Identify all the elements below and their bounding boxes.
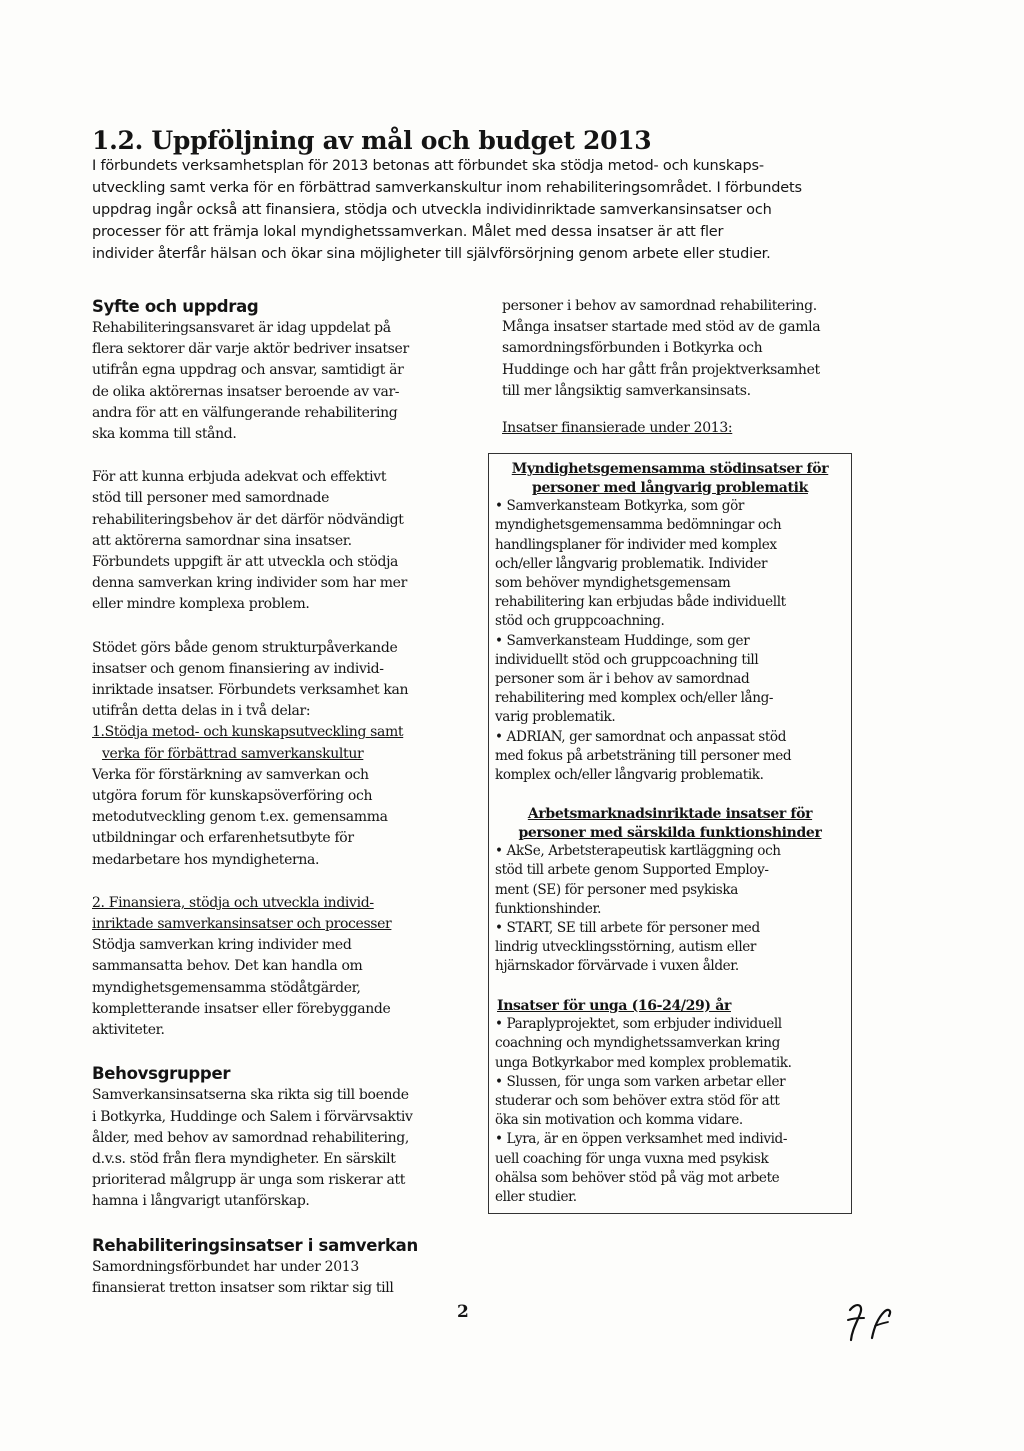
list-line: unga Botkyrkabor med komplex problematik. [495, 1054, 792, 1071]
list-line: • Slussen, för unga som varken arbetar eller [495, 1073, 786, 1090]
box-label: Insatser finansierade under 2013: [502, 420, 733, 437]
list-line: komplex och/eller långvarig problematik. [495, 767, 764, 784]
text-line: prioriterad målgrupp är unga som riskerar att [92, 1172, 406, 1189]
text-line: att aktörerna samordnar sina insatser. [92, 532, 352, 549]
list-line: • Lyra, är en öppen verksamhet med individ- [495, 1131, 788, 1148]
intro-line: I förbundets verksamhetsplan för 2013 betonas att förbundet ska stödja metod- och kunskaps- [92, 158, 764, 174]
text-line: Huddinge och har gått från projektverksamhet [502, 361, 820, 378]
list-line: som behöver myndighetsgemensam [495, 575, 731, 592]
list-line: • ADRIAN, ger samordnat och anpassat stöd [495, 728, 787, 745]
left-column [92, 296, 472, 1299]
rehab-heading: Rehabiliteringsinsatser i samverkan [92, 1235, 418, 1255]
section-title: 1.2. Uppföljning av mål och budget 2013 [92, 126, 652, 155]
heading-line: personer med långvarig problematik [532, 479, 808, 496]
insatser-box [488, 453, 852, 1214]
text-line: Rehabiliteringsansvaret är idag uppdelat på [92, 320, 391, 336]
list-line: ohälsa som behöver stöd på väg mot arbete [495, 1169, 780, 1186]
text-line: i Botkyrka, Huddinge och Salem i förvärvsaktiv [92, 1108, 413, 1125]
text-line: utifrån detta delas in i två delar: [92, 703, 311, 720]
text-line: andra för att en välfungerande rehabilitering [92, 404, 398, 421]
list-line: med fokus på arbetsträning till personer med [495, 747, 792, 764]
text-line: Verka för förstärkning av samverkan och [92, 766, 369, 783]
part-2-heading: inriktade samverkansinsatser och processer [92, 916, 392, 933]
behov-heading: Behovsgrupper [92, 1064, 231, 1084]
rehab-paragraph [92, 1257, 472, 1299]
page-number: 2 [457, 1302, 469, 1322]
behov-paragraph [92, 1085, 472, 1212]
text-line: För att kunna erbjuda adekvat och effektivt [92, 469, 387, 486]
list-line: personer som är i behov av samordnad [495, 671, 750, 688]
intro-line: individer återfår hälsan och ökar sina möjligheter till självförsörjning genom arbete eller studier. [92, 246, 771, 262]
text-line: stöd till personer med samordnade [92, 490, 330, 507]
list-line: rehabilitering kan erbjudas både individuellt [495, 594, 786, 611]
part-2-heading: 2. Finansiera, stödja och utveckla individ- [92, 894, 374, 911]
list-line: rehabilitering med komplex och/eller lång- [495, 690, 774, 707]
text-line: utgöra forum för kunskapsöverföring och [92, 788, 373, 805]
text-line: utbildningar och erfarenhetsutbyte för [92, 830, 354, 847]
list-line: • Samverkansteam Huddinge, som ger [495, 632, 750, 649]
list-line: uell coaching för unga vuxna med psykisk [495, 1150, 769, 1167]
text-line: Samverkansinsatserna ska rikta sig till boende [92, 1087, 409, 1104]
list-line: studerar och som behöver extra stöd för att [495, 1093, 780, 1109]
list-line: • Samverkansteam Botkyrka, som gör [495, 498, 744, 515]
list-line: myndighetsgemensamma bedömningar och [495, 517, 782, 534]
text-line: flera sektorer där varje aktör bedriver insatser [92, 341, 409, 358]
text-line: samordningsförbunden i Botkyrka och [502, 340, 763, 357]
list-line: eller studier. [495, 1189, 577, 1206]
text-line: insatser och genom finansiering av individ- [92, 660, 384, 677]
list-line: stöd till arbete genom Supported Employ- [495, 862, 769, 879]
text-line: de olika aktörernas insatser beroende av var- [92, 383, 400, 400]
part-1-heading: verka för förbättrad samverkanskultur [102, 745, 364, 762]
list-line: lindrig utvecklingsstörning, autism eller [495, 939, 757, 956]
list-line: • START, SE till arbete för personer med [495, 920, 760, 937]
group-1-list [495, 497, 845, 785]
text-line: inriktade insatser. Förbundets verksamhet kan [92, 682, 409, 699]
part-1 [92, 722, 472, 870]
intro-line: processer för att främja lokal myndighetssamverkan. Målet med dessa insatser är att fler [92, 224, 724, 240]
group-3-list [495, 1015, 845, 1207]
list-line: individuellt stöd och gruppcoachning till [495, 651, 759, 668]
group-1-heading [495, 460, 845, 497]
text-line: finansierat tretton insatser som riktar sig till [92, 1279, 394, 1296]
heading-line: Myndighetsgemensamma stödinsatser för [511, 461, 829, 478]
signature-icon [842, 1296, 902, 1346]
text-line: Stödet görs både genom strukturpåverkande [92, 639, 398, 656]
right-column [495, 296, 852, 1214]
text-line: kompletterande insatser eller förebyggande [92, 1000, 391, 1017]
list-line: öka sin motivation och komma vidare. [495, 1112, 743, 1129]
heading-line: personer med särskilda funktionshinder [518, 824, 822, 841]
text-line: Samordningsförbundet har under 2013 [92, 1258, 359, 1275]
heading-line: Arbetsmarknadsinriktade insatser för [527, 806, 813, 823]
list-line: funktionshinder. [495, 900, 602, 917]
text-line: hamna i långvarigt utanförskap. [92, 1193, 310, 1210]
text-line: rehabiliteringsbehov är det därför nödvändigt [92, 511, 404, 528]
syfte-paragraph-1 [92, 318, 472, 445]
list-line: handlingsplaner för individer med komplex [495, 536, 777, 553]
list-line: och/eller långvarig problematik. Individer [495, 555, 768, 572]
text-line: utifrån egna uppdrag och ansvar, samtidigt är [92, 362, 404, 379]
intro-line: utveckling samt verka för en förbättrad samverkanskultur inom rehabiliteringsområdet. I förbundets [92, 180, 802, 196]
text-line: eller mindre komplexa problem. [92, 596, 310, 613]
part-2 [92, 893, 472, 1041]
list-line: coachning och myndighetssamverkan kring [495, 1035, 780, 1052]
text-line: d.v.s. stöd från flera myndigheter. En särskilt [92, 1150, 396, 1167]
text-line: Stödja samverkan kring individer med [92, 937, 352, 954]
intro-line: uppdrag ingår också att finansiera, stödja och utveckla individinriktade samverkansinsatser och [92, 202, 772, 218]
text-line: Förbundets uppgift är att utveckla och stödja [92, 554, 399, 571]
text-line: myndighetsgemensamma stödåtgärder, [92, 979, 361, 996]
syfte-paragraph-2 [92, 467, 472, 615]
list-line: • Paraplyprojektet, som erbjuder individuell [495, 1016, 782, 1033]
text-line: metodutveckling genom t.ex. gemensamma [92, 809, 388, 826]
group-3-heading [495, 997, 845, 1016]
group-2-heading [495, 805, 845, 842]
group-2-list [495, 842, 845, 976]
continued-paragraph [502, 296, 852, 402]
list-line: ment (SE) för personer med psykiska [495, 881, 738, 898]
intro-paragraph [92, 155, 952, 265]
text-line: aktiviteter. [92, 1022, 165, 1039]
heading-line: Insatser för unga (16-24/29) år [497, 997, 731, 1014]
text-line: personer i behov av samordnad rehabilitering. [502, 298, 817, 314]
list-line: stöd och gruppcoachning. [495, 613, 665, 630]
text-line: till mer långsiktig samverkansinsats. [502, 382, 751, 399]
text-line: ska komma till stånd. [92, 426, 237, 443]
text-line: ålder, med behov av samordnad rehabilitering, [92, 1129, 410, 1146]
list-line: • AkSe, Arbetsterapeutisk kartläggning och [495, 843, 781, 860]
part-1-heading: 1.Stödja metod- och kunskapsutveckling samt [92, 724, 404, 741]
syfte-paragraph-3 [92, 638, 472, 723]
list-line: hjärnskador förvärvade i vuxen ålder. [495, 958, 739, 975]
syfte-heading: Syfte och uppdrag [92, 297, 259, 316]
text-line: Många insatser startade med stöd av de gamla [502, 319, 821, 336]
text-line: denna samverkan kring individer som har mer [92, 575, 407, 592]
text-line: sammansatta behov. Det kan handla om [92, 958, 363, 975]
text-line: medarbetare hos myndigheterna. [92, 851, 320, 868]
list-line: varig problematik. [495, 709, 616, 726]
